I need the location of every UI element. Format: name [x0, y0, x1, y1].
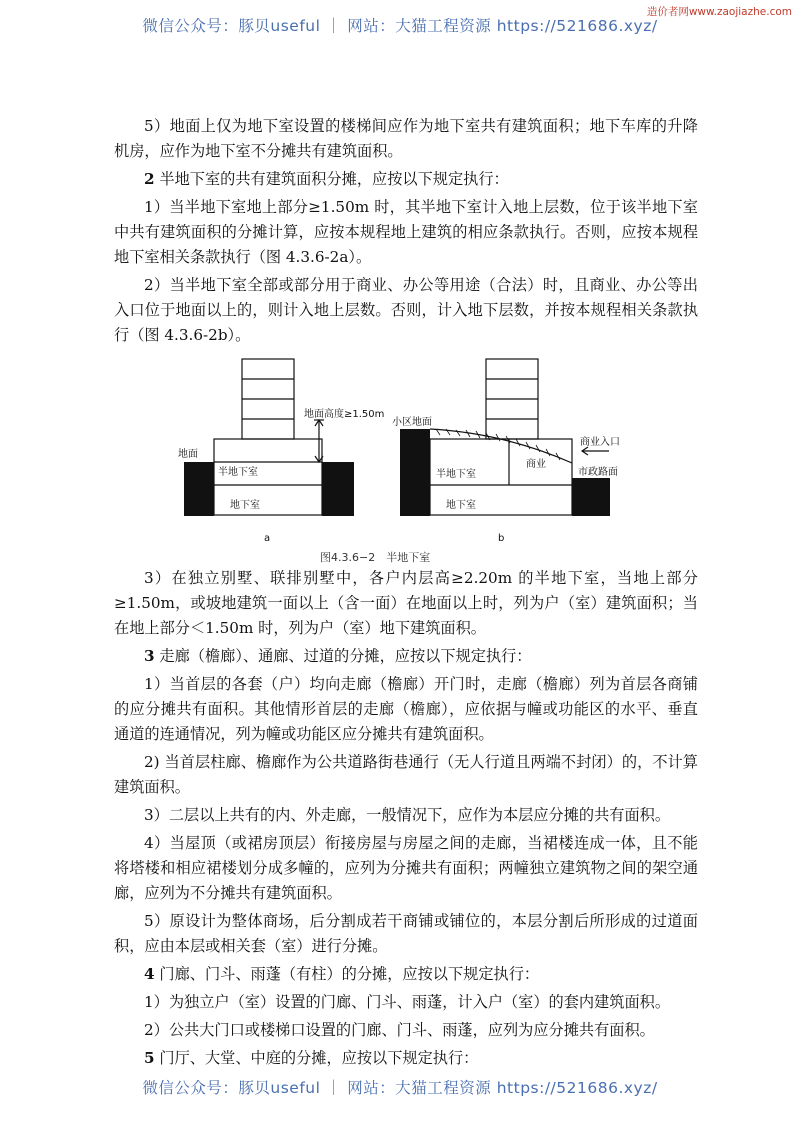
paragraph: 5）地面上仅为地下室设置的楼梯间应作为地下室共有建筑面积；地下车库的升降机房，应作为地下室不分摊共有建筑面积。: [114, 117, 698, 160]
section-number: 5: [144, 1049, 155, 1067]
paragraph: 5）原设计为整体商场，后分割成若干商铺或铺位的，本层分割后所形成的过道面积，应由本层或相关套（室）进行分摊。: [114, 912, 698, 955]
figure-semi-basement: [114, 351, 698, 566]
paragraph: 3）二层以上共有的内、外走廊，一般情况下，应作为本层应分摊的共有面积。: [144, 806, 671, 824]
paragraph: 4）当屋顶（或裙房顶层）衔接房屋与房屋之间的走廊，当裙楼连成一体，且不能将塔楼和相应裙楼划分成多幢的，应列为分摊共有面积；两幢独立建筑物之间的架空通廊，应列为不分摊共有建筑面积。: [114, 834, 698, 902]
paragraph: 3）在独立别墅、联排别墅中，各户内层高≥2.20m 的半地下室，当地上部分≥1.50m，或坡地建筑一面以上（含一面）在地面以上时，列为户（室）建筑面积；当在地上部分＜1.50m 时，列为户（室）地下建筑面积。: [114, 569, 698, 637]
section-heading-3: [114, 644, 698, 669]
label-ground: 地面: [178, 449, 198, 460]
corner-watermark: 造价者网www.zaojiazhe.com: [646, 6, 792, 18]
ground-block-a-left: [184, 462, 214, 516]
section-number: 2: [144, 170, 155, 188]
ground-block-b-left: [400, 429, 430, 516]
label-b: b: [498, 533, 505, 544]
section-heading-text: 走廊（檐廊）、通廊、过道的分摊，应按以下规定执行：: [154, 647, 532, 665]
label-a: a: [264, 533, 271, 544]
label-community-ground: 小区地面: [392, 417, 432, 428]
document-body: [114, 114, 698, 1074]
figure-caption: 图4.3.6−2 半地下室: [320, 551, 431, 564]
slope-hatch: [436, 429, 560, 460]
label-basement-b: 地下室: [446, 500, 476, 511]
label-road: 市政路面: [578, 467, 618, 478]
figure-drawing: [114, 351, 698, 566]
paragraph: 2）当半地下室全部或部分用于商业、办公等用途（合法）时，且商业、办公等出入口位于地面以上的，则计入地上层数。否则，计入地下层数，并按本规程相关条款执行（图 4.3.6-2b）。: [114, 276, 698, 344]
section-heading-text: 半地下室的共有建筑面积分摊，应按以下规定执行：: [154, 170, 509, 188]
label-semi-basement-a: 半地下室: [218, 467, 258, 478]
section-heading-4: [114, 962, 698, 987]
section-heading-text: 门厅、大堂、中庭的分摊，应按以下规定执行：: [154, 1049, 479, 1067]
section-number: 4: [144, 965, 155, 983]
paragraph: 2）公共大门口或楼梯口设置的门廊、门斗、雨蓬，应列为应分摊共有面积。: [144, 1021, 655, 1039]
paragraph: 1）为独立户（室）设置的门廊、门斗、雨蓬，计入户（室）的套内建筑面积。: [144, 993, 671, 1011]
label-commerce-entrance: 商业入口: [580, 437, 620, 448]
label-semi-basement-b: 半地下室: [436, 469, 476, 480]
paragraph: 1）当首层的各套（户）均向走廊（檐廊）开门时，走廊（檐廊）列为首层各商铺的应分摊共有面积。其他情形首层的走廊（檐廊），应依据与幢或功能区的水平、垂直通道的连通情况，列为幢或功能区应分摊共有建筑面积。: [114, 675, 698, 743]
section-heading-2: [114, 167, 698, 192]
ground-block-b-right: [572, 478, 610, 516]
label-height: 地面高度≥1.50m: [304, 409, 385, 420]
footer-watermark: 微信公众号：豚贝useful ｜ 网站：大猫工程资源 https://521686.xyz/: [142, 1079, 658, 1097]
ground-block-a-right: [322, 462, 354, 516]
header-watermark: 微信公众号：豚贝useful ｜ 网站：大猫工程资源 https://521686.xyz/: [142, 17, 658, 35]
section-heading-5: [114, 1046, 698, 1071]
label-basement-a: 地下室: [230, 500, 260, 511]
paragraph: 2) 当首层柱廊、檐廊作为公共道路街巷通行（无人行道且两端不封闭）的，不计算建筑面积。: [114, 753, 698, 796]
paragraph: 1）当半地下室地上部分≥1.50m 时，其半地下室计入地上层数，位于该半地下室中共有建筑面积的分摊计算，应按本规程地上建筑的相应条款执行。否则，应按本规程地下室相关条款执行（图 4.3.6-2a）。: [114, 198, 698, 266]
section-number: 3: [144, 647, 155, 665]
label-commerce: 商业: [526, 459, 546, 470]
slope-line: [430, 429, 572, 463]
section-heading-text: 门廊、门斗、雨蓬（有柱）的分摊，应按以下规定执行：: [154, 965, 540, 983]
